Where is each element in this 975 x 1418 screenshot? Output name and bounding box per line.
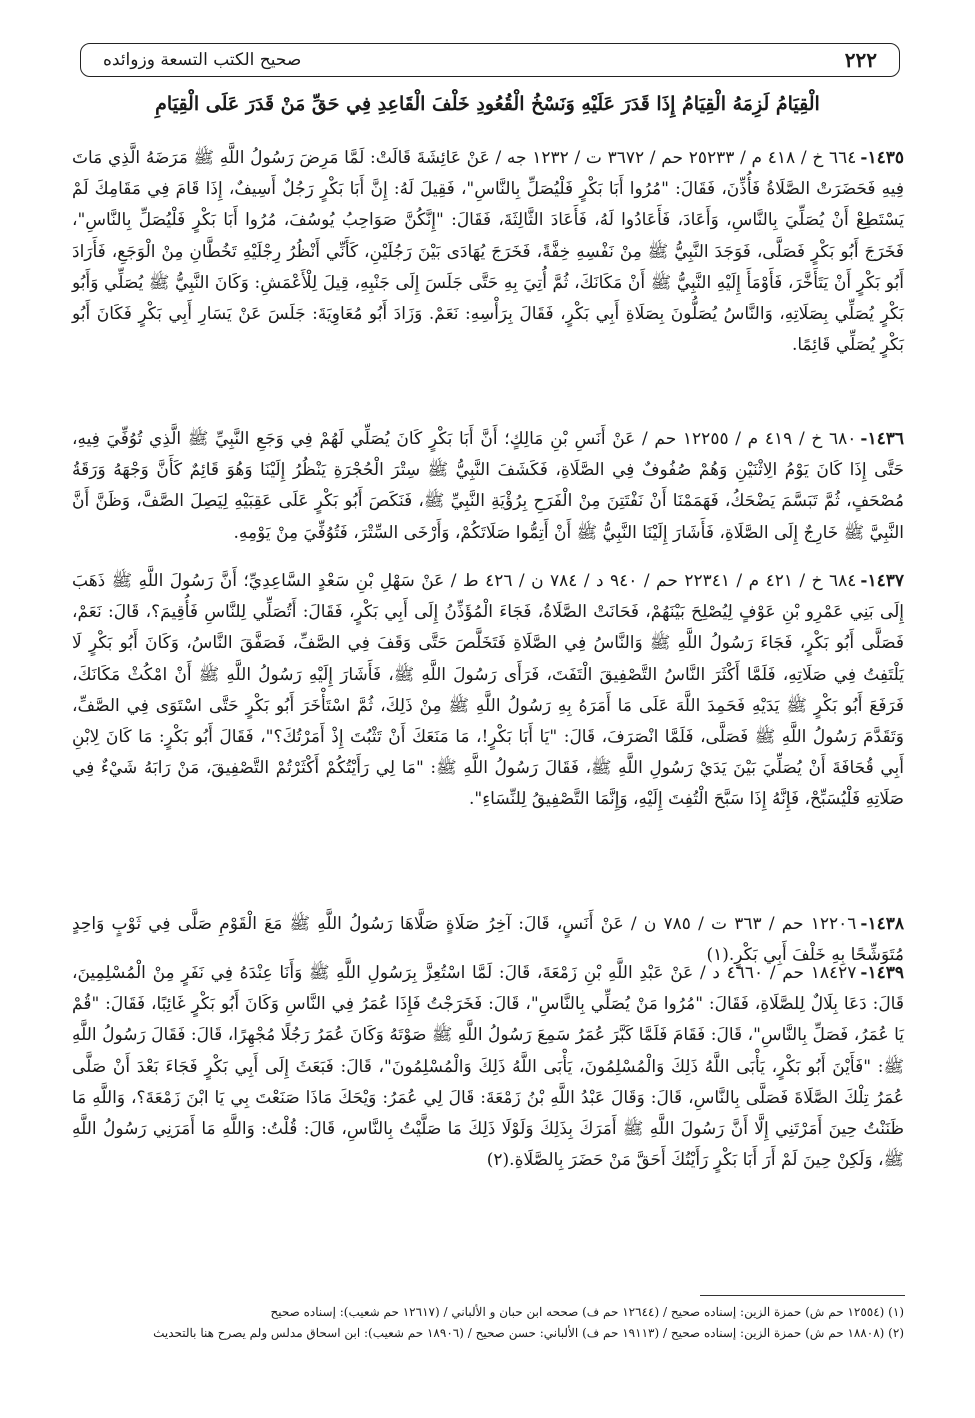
hadith-text: ٦٨٤ خ / ٤٢١ م / ٢٢٣٤١ حم / ٩٤٠ د / ٧٨٤ ن / ٤٢٦ ط / عَنْ سَهْلِ بْنِ سَعْدٍ السَّاعِدِيِّ؛ أَنَّ رَسُولَ اللَّهِ ﷺ ذَهَبَ إِلَى بَنِي عَمْرِو بْنِ عَوْفٍ لِيُصْلِحَ بَيْنَهُمْ، فَحَانَتْ الصَّلَاةُ، فَجَاءَ الْمُؤَذِّنُ إِلَى أَبِي بَكْرٍ، فَقَالَ: أَتُصَلِّي لِلنَّاسِ فَأُقِيمَ؟، قَالَ: نَعَمْ، فَصَلَّى أَبُو بَكْرٍ، فَجَاءَ رَسُولُ اللَّهِ ﷺ وَالنَّاسُ فِي الصَّلَاةِ فَتَخَلَّصَ حَتَّى وَقَفَ فِي الصَّفِّ، فَصَفَّقَ النَّاسُ، وَكَانَ أَبُو بَكْرٍ لَا يَلْتَفِتُ فِي صَلَاتِهِ، فَلَمَّا أَكْثَرَ النَّاسُ التَّصْفِيقَ الْتَفَتَ، فَرَأَى رَسُولَ اللَّهِ ﷺ، فَأَشَارَ إِلَيْهِ رَسُولُ اللَّهِ ﷺ أَنْ امْكُثْ مَكَانَكَ، فَرَفَعَ أَبُو بَكْرٍ ﷺ يَدَيْهِ فَحَمِدَ اللَّهَ عَلَى مَا أَمَرَهُ بِهِ رَسُولُ اللَّهِ ﷺ مِنْ ذَلِكَ، ثُمَّ اسْتَأْخَرَ أَبُو بَكْرٍ حَتَّى اسْتَوَى فِي الصَّفِّ، وَتَقَدَّمَ رَسُولُ اللَّهِ ﷺ فَصَلَّى، فَلَمَّا انْصَرَفَ، قَالَ: "يَا أَبَا بَكْرٍ!، مَا مَنَعَكَ أَنْ تَثْبُتَ إِذْ أَمَرْتُكَ؟"، فَقَالَ أَبُو بَكْرٍ: مَا كَانَ لِابْنِ أَبِي قُحَافَةَ أَنْ يُصَلِّيَ بَيْنَ يَدَيْ رَسُولِ اللَّهِ ﷺ، فَقَالَ رَسُولُ اللَّهِ ﷺ: "مَا لِي رَأَيْتُكُمْ أَكْثَرْتُمْ التَّصْفِيقَ، مَنْ رَابَهُ شَيْءٌ فِي صَلَاتِهِ فَلْيُسَبِّحْ، فَإِنَّهُ إِذَا سَبَّحَ الْتُفِتَ إِلَيْهِ، وَإِنَّمَا التَّصْفِيقُ لِلنِّسَاءِ". bbox=[72, 571, 904, 810]
hadith-number: ١٤٣٥- bbox=[860, 148, 904, 168]
hadith-1436 bbox=[72, 424, 904, 549]
hadith-text: ٦٨٠ خ / ٤١٩ م / ١٢٢٥٥ حم / عَنْ أَنَسِ بْنِ مَالِكٍ؛ أَنَّ أَبَا بَكْرٍ كَانَ يُصَلِّي لَهُمْ فِي وَجَعِ النَّبِيِّ ﷺ الَّذِي تُوُفِّيَ فِيهِ، حَتَّى إِذَا كَانَ يَوْمُ الِاثْنَيْنِ وَهُمْ صُفُوفٌ فِي الصَّلَاةِ، فَكَشَفَ النَّبِيُّ ﷺ سِتْرَ الْحُجْرَةِ يَنْظُرُ إِلَيْنَا وَهُوَ قَائِمٌ كَأَنَّ وَجْهَهُ وَرَقَةُ مُصْحَفٍ، ثُمَّ تَبَسَّمَ يَضْحَكُ، فَهَمَمْنَا أَنْ نَفْتَتِنَ مِنْ الْفَرَحِ بِرُؤْيَةِ النَّبِيِّ ﷺ، فَنَكَصَ أَبُو بَكْرٍ عَلَى عَقِبَيْهِ لِيَصِلَ الصَّفَّ، وَظَنَّ أَنَّ النَّبِيَّ ﷺ خَارِجٌ إِلَى الصَّلَاةِ، فَأَشَارَ إِلَيْنَا النَّبِيُّ ﷺ أَنْ أَتِمُّوا صَلَاتَكُمْ، وَأَرْخَى السِّتْرَ، فَتُوُفِّيَ مِنْ يَوْمِهِ. bbox=[72, 429, 904, 543]
hadith-text: ١٢٢٠٦ حم / ٣٦٣ ت / ٧٨٥ ن / عَنْ أَنَسٍ، قَالَ: آخِرُ صَلَاةٍ صَلَّاهَا رَسُولُ اللَّهِ ﷺ مَعَ الْقَوْمِ صَلَّى فِي ثَوْبٍ وَاحِدٍ مُتَوَشِّحًا بِهِ خَلْفَ أَبِي بَكْرٍ.(١) bbox=[72, 914, 904, 966]
hadith-number: ١٤٣٨- bbox=[860, 914, 904, 934]
chapter-title: الْقِيَامُ لَزِمَهُ الْقِيَامُ إِذَا قَدَرَ عَلَيْهِ وَنَسْخُ الْقُعُودِ خَلْفَ الْقَاعِدِ فِي حَقِّ مَنْ قَدَرَ عَلَى الْقِيَامِ bbox=[155, 93, 820, 115]
footnote-divider bbox=[700, 1295, 905, 1296]
footnote-1: (١) (١٢٥٥٤ حم ش) حمزة الزين: إسناده صحيح / (١٢٦٤٤ حم ف) صححه ابن حبان و الألباني / (١٢٦١٧ حم شعيب): إسناده صحيح bbox=[270, 1305, 904, 1319]
footnotes bbox=[72, 1302, 904, 1343]
hadith-text: ٦٦٤ خ / ٤١٨ م / ٢٥٢٣٣ حم / ٣٦٧٢ ت / ١٢٣٢ جه / عَنْ عَائِشَةَ قَالَتْ: لَمَّا مَرِضَ رَسُولُ اللَّهِ ﷺ مَرَضَهُ الَّذِي مَاتَ فِيهِ فَحَضَرَتْ الصَّلَاةُ فَأُذِّنَ، فَقَالَ: "مُرُوا أَبَا بَكْرٍ فَلْيُصَلِّ بِالنَّاسِ"، فَقِيلَ لَهُ: إِنَّ أَبَا بَكْرٍ رَجُلٌ أَسِيفٌ، إِذَا قَامَ فِي مَقَامِكَ لَمْ يَسْتَطِعْ أَنْ يُصَلِّيَ بِالنَّاسِ، وَأَعَادَ، فَأَعَادُوا لَهُ، فَأَعَادَ الثَّالِثَةَ، فَقَالَ: "إِنَّكُنَّ صَوَاحِبُ يُوسُفَ، مُرُوا أَبَا بَكْرٍ فَلْيُصَلِّ بِالنَّاسِ"، فَخَرَجَ أَبُو بَكْرٍ فَصَلَّى، فَوَجَدَ النَّبِيُّ ﷺ مِنْ نَفْسِهِ خِفَّةً، فَخَرَجَ يُهَادَى بَيْنَ رَجُلَيْنِ، كَأَنِّي أَنْظُرُ رِجْلَيْهِ تَخُطَّانِ مِنْ الْوَجَعِ، فَأَرَادَ أَبُو بَكْرٍ أَنْ يَتَأَخَّرَ، فَأَوْمَأَ إِلَيْهِ النَّبِيُّ ﷺ أَنْ مَكَانَكَ، ثُمَّ أُتِيَ بِهِ حَتَّى جَلَسَ إِلَى جَنْبِهِ، قِيلَ لِلْأَعْمَشِ: وَكَانَ النَّبِيُّ ﷺ يُصَلِّي وَأَبُو بَكْرٍ يُصَلِّي بِصَلَاتِهِ، وَالنَّاسُ يُصَلُّونَ بِصَلَاةِ أَبِي بَكْرٍ، فَقَالَ بِرَأْسِهِ: نَعَمْ. وَزَادَ أَبُو مُعَاوِيَةَ: جَلَسَ عَنْ يَسَارِ أَبِي بَكْرٍ فَكَانَ أَبُو بَكْرٍ يُصَلِّي قَائِمًا. bbox=[72, 148, 904, 356]
hadith-number: ١٤٣٦- bbox=[860, 429, 905, 449]
hadith-number: ١٤٣٩- bbox=[860, 963, 904, 983]
footnote-2: (٢) (١٨٨٠٨ حم ش) حمزة الزين: إسناده صحيح / (١٩١١٣ حم ف) الألباني: حسن صحيح / (١٨٩٠٦ حم شعيب): ابن اسحاق مدلس ولم يصرح هنا بالتحديث bbox=[153, 1325, 904, 1340]
running-header bbox=[80, 43, 900, 77]
hadith-1439 bbox=[72, 958, 904, 1176]
hadith-1437 bbox=[72, 566, 904, 816]
book-title: صحيح الكتب التسعة وزوائده bbox=[103, 50, 302, 70]
hadith-text: ١٨٤٢٧ حم / ٤٦٦٠ د / عَنْ عَبْدِ اللَّهِ بْنِ زَمْعَةَ، قَالَ: لَمَّا اسْتُعِزَّ بِرَسُولِ اللَّهِ ﷺ وَأَنَا عِنْدَهُ فِي نَفَرٍ مِنْ الْمُسْلِمِينَ، قَالَ: دَعَا بِلَالٌ لِلصَّلَاةِ، فَقَالَ: "مُرُوا مَنْ يُصَلِّي بِالنَّاسِ"، قَالَ: فَخَرَجْتُ فَإِذَا عُمَرُ فِي النَّاسِ وَكَانَ أَبُو بَكْرٍ غَائِبًا، فَقَالَ: "قُمْ يَا عُمَرُ، فَصَلِّ بِالنَّاسِ"، قَالَ: فَقَامَ فَلَمَّا كَبَّرَ عُمَرُ سَمِعَ رَسُولُ اللَّهِ ﷺ صَوْتَهُ وَكَانَ عُمَرُ رَجُلًا مُجْهِرًا، قَالَ: فَقَالَ رَسُولُ اللَّهِ ﷺ: "فَأَيْنَ أَبُو بَكْرٍ، يَأْبَى اللَّهُ ذَلِكَ وَالْمُسْلِمُونَ، يَأْبَى اللَّهُ ذَلِكَ وَالْمُسْلِمُونَ"، قَالَ: فَبَعَثَ إِلَى أَبِي بَكْرٍ فَجَاءَ بَعْدَ أَنْ صَلَّى عُمَرُ تِلْكَ الصَّلَاةَ فَصَلَّى بِالنَّاسِ، قَالَ: وَقَالَ عَبْدُ اللَّهِ بْنُ زَمْعَةَ: قَالَ لِي عُمَرُ: وَيْحَكَ مَاذَا صَنَعْتَ بِي يَا ابْنَ زَمْعَةَ؟، وَاللَّهِ مَا ظَنَنْتُ حِينَ أَمَرْتَنِي إِلَّا أَنَّ رَسُولَ اللَّهِ ﷺ أَمَرَكَ بِذَلِكَ وَلَوْلَا ذَلِكَ مَا صَلَّيْتُ بِالنَّاسِ، قَالَ: قُلْتُ: وَاللَّهِ مَا أَمَرَنِي رَسُولُ اللَّهِ ﷺ، وَلَكِنْ حِينَ لَمْ أَرَ أَبَا بَكْرٍ رَأَيْتُكَ أَحَقَّ مَنْ حَضَرَ بِالصَّلَاةِ.(٢) bbox=[72, 963, 904, 1171]
hadith-number: ١٤٣٧- bbox=[860, 571, 904, 591]
page-number: ٢٢٢ bbox=[844, 48, 877, 72]
hadith-1435 bbox=[72, 143, 904, 361]
